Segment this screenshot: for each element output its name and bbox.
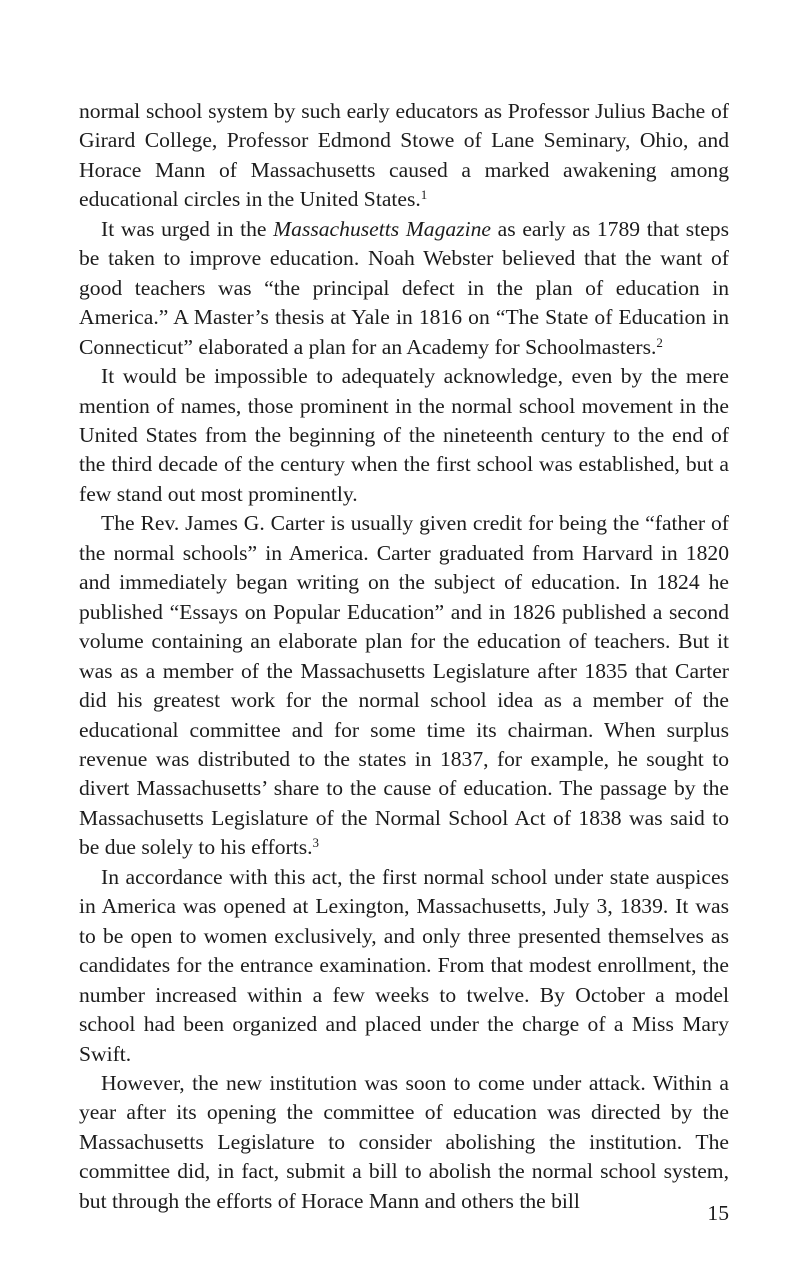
paragraph-3 bbox=[79, 362, 729, 509]
paragraph-2 bbox=[79, 215, 729, 362]
paragraph-5 bbox=[79, 863, 729, 1069]
paragraph-1 bbox=[79, 97, 729, 215]
paragraph-text: The Rev. James G. Carter is usually given credit for being the “father of the normal schools” in America. Carter graduated from Harvard in 1820 and immediately began writing on the subject of education. In 1824 he published “Essays on Popular Education” and in 1826 published a second volume containing an elaborate plan for the education of teachers. But it was as a member of the Massachusetts Legislature after 1835 that Carter did his greatest work for the normal school idea as a member of the educational committee and for some time its chairman. When surplus revenue was distributed to the states in 1837, for example, he sought to divert Massachusetts’ share to the cause of education. The passage by the Massachusetts Legislature of the Normal School Act of 1838 was said to be due solely to his efforts. bbox=[79, 511, 729, 860]
paragraph-6 bbox=[79, 1069, 729, 1216]
page-body bbox=[79, 97, 729, 1216]
page-number: 15 bbox=[707, 1201, 729, 1225]
paragraph-4 bbox=[79, 509, 729, 862]
footnote-marker: 1 bbox=[420, 187, 428, 203]
footnote-marker: 3 bbox=[312, 835, 319, 851]
publication-title: Massachusetts Magazine bbox=[273, 216, 491, 241]
paragraph-text: However, the new institution was soon to come under attack. Within a year after its opening the committee of education was directed by the Massachusetts Legislature to consider abolishing the institution. The committee did, in fact, submit a bill to abolish the normal school system, but through the efforts of Horace Mann and others the bill bbox=[79, 1070, 729, 1213]
footnote-marker: 2 bbox=[656, 334, 663, 350]
paragraph-text: In accordance with this act, the first normal school under state auspices in America was opened at Lexington, Massachusetts, July 3, 1839. It was to be open to women exclusively, and only three presented themselves as candidates for the entrance examination. From that modest enrollment, the number increased within a few weeks to twelve. By October a model school had been organized and placed under the charge of a Miss Mary Swift. bbox=[79, 864, 729, 1066]
paragraph-text: normal school system by such early educators as Professor Julius Bache of Girard College, Professor Edmond Stowe of Lane Seminary, Ohio, and Horace Mann of Massachusetts caused a marked awakening among educational circles in the United States. bbox=[79, 99, 729, 212]
paragraph-text: as early as 1789 that steps be taken to improve education. Noah Webster believed that the want of good teachers was “the principal defect in the plan of education in America.” A Master’s thesis at Yale in 1816 on “The State of Education in Connecticut” elaborated a plan for an Academy for Schoolmasters. bbox=[79, 216, 729, 359]
paragraph-text: It was urged in the bbox=[101, 216, 274, 241]
paragraph-text: It would be impossible to adequately acknowledge, even by the mere mention of names, those prominent in the normal school movement in the United States from the beginning of the nineteenth century to the end of the third decade of the century when the first school was established, but a few stand out most prominently. bbox=[79, 364, 729, 506]
